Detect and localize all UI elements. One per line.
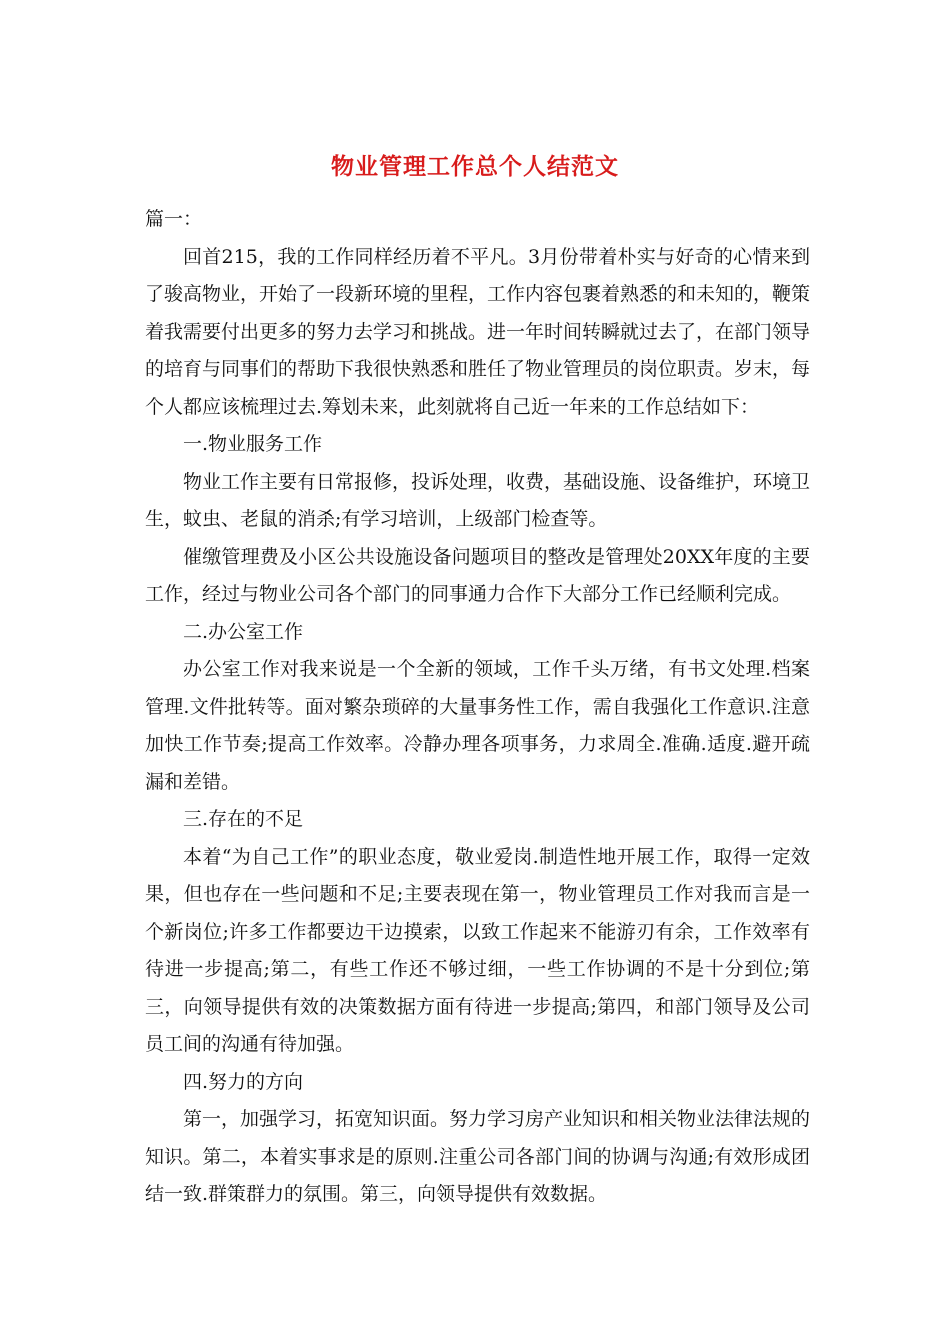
paragraph-intro: 回首215，我的工作同样经历着不平凡。3月份带着朴实与好奇的心情来到了骏高物业，开始了一段新环境的里程，工作内容包裹着熟悉的和未知的，鞭策着我需要付出更多的努力去学习和挑战。进一年时间转瞬就过去了，在部门领导的培育与同事们的帮助下我很快熟悉和胜任了物业管理员的岗位职责。岁末，每个人都应该梳理过去.筹划未来，此刻就将自己近一年来的工作总结如下： — [145, 245, 811, 418]
section-heading-property-service: 一.物业服务工作 — [183, 433, 323, 455]
paragraph-direction: 第一，加强学习，拓宽知识面。努力学习房产业知识和相关物业法律法规的知识。第二，本着实事求是的原则.注重公司各部门间的协调与沟通;有效形成团结一致.群策群力的氛围。第三，向领导提供有效数据。 — [145, 1108, 811, 1205]
document-title: 物业管理工作总个人结范文 — [331, 153, 619, 180]
paragraph-fee-collection: 催缴管理费及小区公共设施设备问题项目的整改是管理处20XX年度的主要工作，经过与物业公司各个部门的同事通力合作下大部分工作已经顺利完成。 — [145, 545, 810, 605]
section-heading-shortcomings: 三.存在的不足 — [183, 808, 304, 830]
section-heading-direction: 四.努力的方向 — [183, 1070, 304, 1093]
part-label: 篇一： — [145, 208, 203, 230]
section-heading-office-work: 二.办公室工作 — [183, 620, 304, 643]
paragraph-office-work: 办公室工作对我来说是一个全新的领域，工作千头万绪，有书文处理.档案管理.文件批转等。面对繁杂琐碎的大量事务性工作，需自我强化工作意识.注意加快工作节奏;提高工作效率。冷静办理各项事务，力求周全.准确.适度.避开疏漏和差错。 — [145, 658, 810, 793]
paragraph-property-service: 物业工作主要有日常报修，投诉处理，收费，基础设施、设备维护，环境卫生，蚊虫、老鼠的消杀;有学习培训，上级部门检查等。 — [145, 470, 811, 530]
paragraph-shortcomings: 本着“为自己工作”的职业态度，敬业爱岗.制造性地开展工作，取得一定效果，但也存在一些问题和不足;主要表现在第一，物业管理员工作对我而言是一个新岗位;许多工作都要边干边摸索，以致工作起来不能游刃有余，工作效率有待进一步提高;第二，有些工作还不够过细，一些工作协调的不是十分到位;第三，向领导提供有效的决策数据方面有待进一步提高;第四，和部门领导及公司员工间的沟通有待加强。 — [145, 845, 810, 1055]
document-body — [145, 201, 810, 1214]
